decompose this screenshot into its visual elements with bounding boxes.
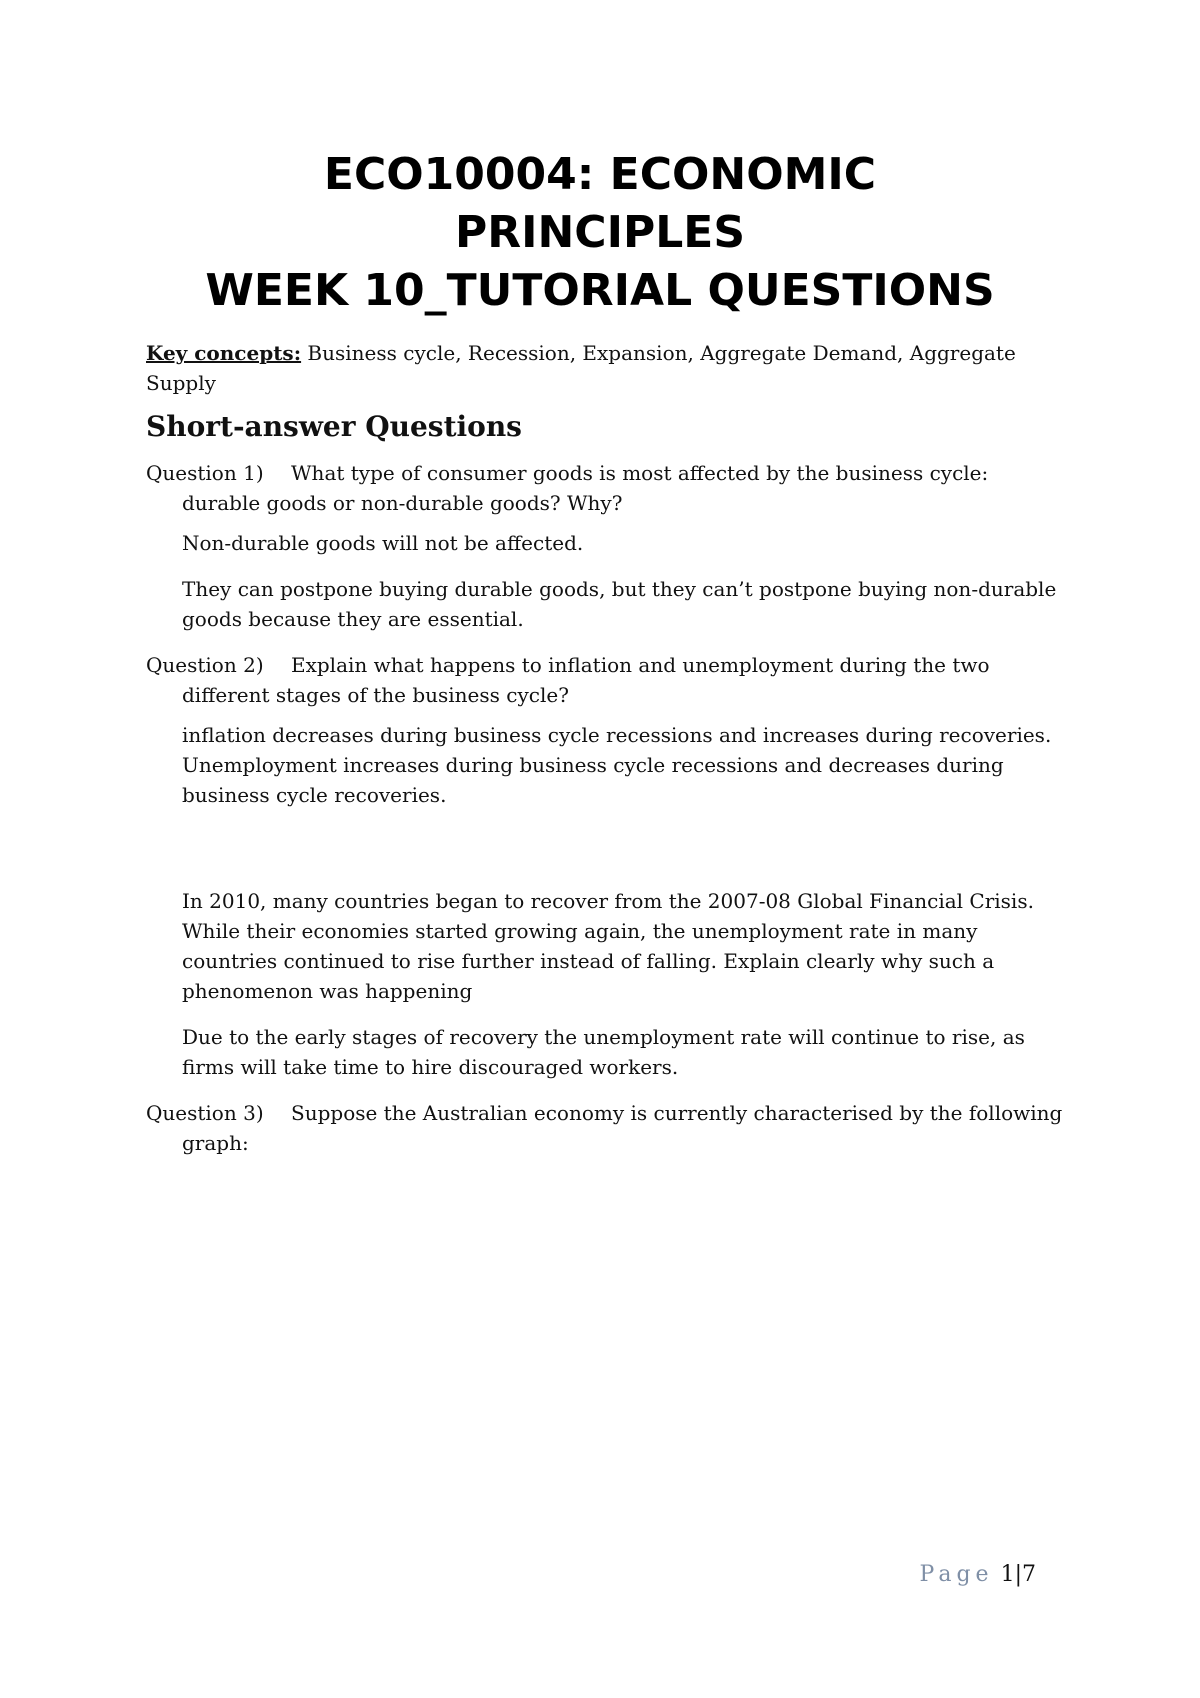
title-line-2: PRINCIPLES [454,207,746,258]
question-number: Question 3) [146,1101,264,1125]
question-2 [146,650,1066,710]
question-1 [146,458,1066,518]
title-line-3: WEEK 10_TUTORIAL QUESTIONS [205,265,995,316]
total-pages: 7 [1022,1562,1036,1587]
question-text: What type of consumer goods is most affected by the business cycle: durable goods or non-durable goods? Why? [182,461,989,515]
key-concepts-text: Business cycle, Recession, Expansion, Aggregate Demand, Aggregate Supply [146,341,1016,395]
section-heading: Short-answer Questions [146,410,522,443]
title-line-1: ECO10004: ECONOMIC [323,149,877,200]
key-concepts [146,338,1066,398]
question-text: Suppose the Australian economy is currently characterised by the following graph: [182,1101,1063,1155]
question-3 [146,1098,1066,1158]
blank-space [146,826,1066,886]
page-separator: | [1014,1562,1022,1587]
answer-paragraph: inflation decreases during business cycle recessions and increases during recoveries. Unemployment increases during business cycle recessions and decreases during business cycle recoveries. [182,723,1052,807]
answer-paragraph: Due to the early stages of recovery the unemployment rate will continue to rise, as firms will take time to hire discouraged workers. [182,1025,1025,1079]
page-label: Page [919,1562,994,1587]
question-text: Explain what happens to inflation and unemployment during the two different stages of the business cycle? [182,653,990,707]
question-number: Question 1) [146,461,264,485]
answer-paragraph: Non-durable goods will not be affected. [182,531,584,555]
page-footer [920,1562,1036,1587]
key-concepts-label: Key concepts: [146,341,302,365]
document-body [146,338,1066,1168]
question-number: Question 2) [146,653,264,677]
answer-paragraph: They can postpone buying durable goods, but they can’t postpone buying non-durable goods because they are essential. [182,577,1057,631]
document-title [100,146,1100,320]
page-number: 1 [1000,1562,1015,1587]
sub-question-paragraph: In 2010, many countries began to recover from the 2007-08 Global Financial Crisis. While their economies started growing again, the unemployment rate in many countries continued to rise further instead of falling. Explain clearly why such a phenomenon was happening [182,889,1034,1003]
